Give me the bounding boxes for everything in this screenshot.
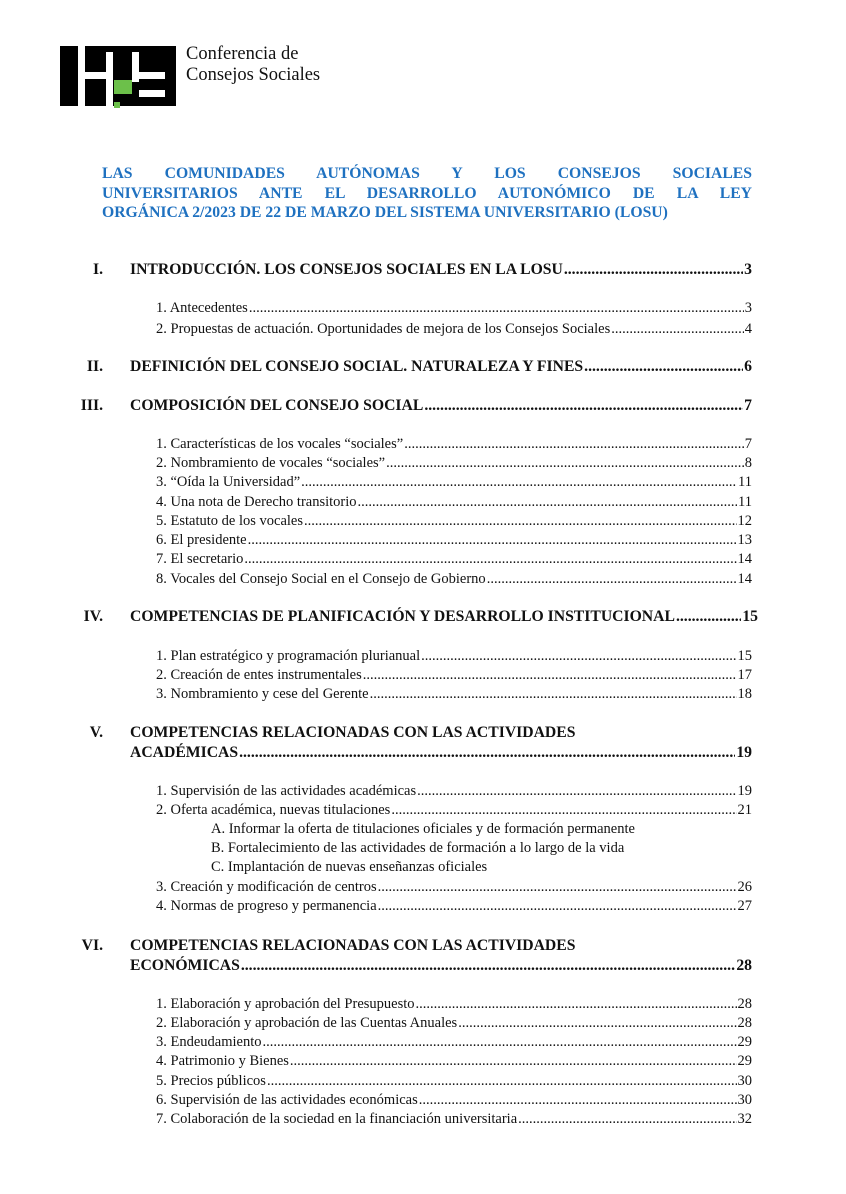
section-number: V. <box>89 724 103 741</box>
section-page: 6 <box>744 358 752 375</box>
toc-entry[interactable]: 3. Creación y modificación de centros ..... 26 <box>156 879 752 896</box>
section-title-line-2: ACADÉMICAS <box>130 744 239 761</box>
title-line-1: LAS COMUNIDADES AUTÓNOMAS Y LOS CONSEJOS SOCIALES <box>102 165 752 182</box>
logo-line-1: Conferencia de <box>186 44 299 64</box>
toc-entry[interactable]: 2. Nombramiento de vocales “sociales” ..... 8 <box>156 455 752 472</box>
toc-entry[interactable]: 1. Elaboración y aprobación del Presupuesto ..... 28 <box>156 996 752 1013</box>
toc-entry[interactable]: 1. Plan estratégico y programación plurianual ..... 15 <box>156 648 752 665</box>
section-title-line-1: COMPETENCIAS RELACIONADAS CON LAS ACTIVIDADES <box>130 937 576 954</box>
title-line-3: ORGÁNICA 2/2023 DE 22 DE MARZO DEL SISTEMA UNIVERSITARIO (LOSU) <box>102 204 668 221</box>
toc-entry[interactable]: 4. Una nota de Derecho transitorio ..... 11 <box>156 494 752 511</box>
toc-entry[interactable]: 4. Patrimonio y Bienes ..... 29 <box>156 1053 752 1070</box>
section-title: INTRODUCCIÓN. LOS CONSEJOS SOCIALES EN LA LOSU <box>130 261 563 278</box>
toc-entry[interactable]: 2. Oferta académica, nuevas titulaciones ..... 21 <box>156 802 752 819</box>
section-title: DEFINICIÓN DEL CONSEJO SOCIAL. NATURALEZA Y FINES <box>130 358 584 375</box>
toc-entry[interactable]: 1. Características de los vocales “sociales” ..... 7 <box>156 436 752 453</box>
section-title-line-1: COMPETENCIAS RELACIONADAS CON LAS ACTIVIDADES <box>130 724 576 741</box>
section-number: I. <box>92 261 103 278</box>
toc-subentry[interactable]: A. Informar la oferta de titulaciones oficiales y de formación permanente <box>211 821 635 837</box>
toc-entry[interactable]: 1. Supervisión de las actividades académicas ..... 19 <box>156 783 752 800</box>
section-title-line-2: ECONÓMICAS <box>130 957 240 974</box>
section-title: COMPOSICIÓN DEL CONSEJO SOCIAL <box>130 397 424 414</box>
toc-entry[interactable]: 7. El secretario ..... 14 <box>156 551 752 568</box>
section-number: VI. <box>81 937 103 954</box>
toc-entry[interactable]: 3. Endeudamiento ..... 29 <box>156 1034 752 1051</box>
toc-subentry[interactable]: B. Fortalecimiento de las actividades de formación a lo largo de la vida <box>211 840 625 856</box>
section-title: COMPETENCIAS DE PLANIFICACIÓN Y DESARROLLO INSTITUCIONAL <box>130 608 675 625</box>
section-number: IV. <box>83 608 103 625</box>
toc-entry[interactable]: 5. Precios públicos ..... 30 <box>156 1073 752 1090</box>
toc-entry[interactable]: 1. Antecedentes ..... 3 <box>156 300 752 317</box>
section-page: 15 <box>742 608 758 625</box>
toc-entry[interactable]: 3. “Oída la Universidad” ..... 11 <box>156 474 752 491</box>
section-page: 7 <box>744 397 752 414</box>
toc-entry[interactable]: 6. Supervisión de las actividades económicas ..... 30 <box>156 1092 752 1109</box>
section-page: 3 <box>744 261 752 278</box>
section-number: II. <box>86 358 103 375</box>
toc-entry[interactable]: 4. Normas de progreso y permanencia ..... 27 <box>156 898 752 915</box>
toc-entry[interactable]: 3. Nombramiento y cese del Gerente ..... 18 <box>156 686 752 703</box>
title-line-2: UNIVERSITARIOS ANTE EL DESARROLLO AUTONÓMICO DE LA LEY <box>102 184 752 202</box>
logo-line-2: Consejos Sociales <box>186 65 321 85</box>
section-page: 28 <box>736 957 752 974</box>
section-number: III. <box>80 397 103 414</box>
toc-entry[interactable]: 5. Estatuto de los vocales ..... 12 <box>156 513 752 530</box>
toc-subentry[interactable]: C. Implantación de nuevas enseñanzas oficiales <box>211 859 488 875</box>
section-page: 19 <box>736 744 752 761</box>
toc-entry[interactable]: 7. Colaboración de la sociedad en la financiación universitaria ..... 32 <box>156 1111 752 1128</box>
toc-entry[interactable]: 6. El presidente ..... 13 <box>156 532 752 549</box>
toc-entry[interactable]: 2. Propuestas de actuación. Oportunidades de mejora de los Consejos Sociales ..... 4 <box>156 321 752 338</box>
toc-entry[interactable]: 2. Creación de entes instrumentales ..... 17 <box>156 667 752 684</box>
toc-entry[interactable]: 2. Elaboración y aprobación de las Cuentas Anuales ..... 28 <box>156 1015 752 1032</box>
toc-entry[interactable]: 8. Vocales del Consejo Social en el Consejo de Gobierno ..... 14 <box>156 571 752 588</box>
